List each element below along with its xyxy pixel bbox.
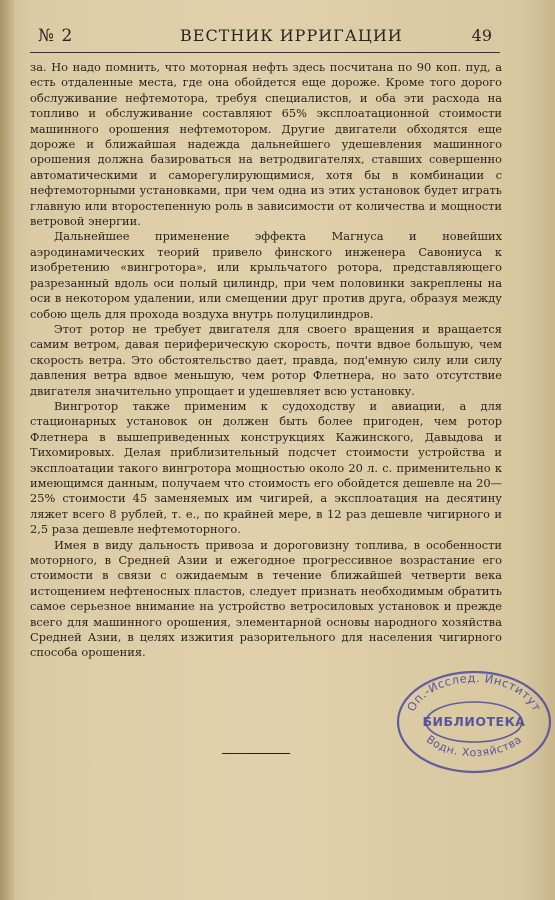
stamp-center-text: БИБЛИОТЕКА bbox=[422, 714, 526, 729]
journal-title: ВЕСТНИК ИРРИГАЦИИ bbox=[180, 26, 403, 45]
stamp-top-text: Оп.-Исслед. Институт bbox=[403, 670, 545, 714]
running-header bbox=[30, 22, 500, 53]
paragraph-4: Вингротор также применим к судоходству и авиации, а для стационарных установок он должен быть более пригоден, чем ротор Флетнера в вышеприведенных конструкциях Кажинского, Давыдова и Тихомировых. Делая приблизительный подсчет стоимости устройства и эксплоатации такого вингротора мощностью около 20 л. с. применительно к имеющимся данным, получаем что стоимость его обойдется дешевле на 20—25% стоимости 45 заменяемых им чигирей, а эксплоатация на десятину ляжет всего 8 рублей, т. е., по крайней мере, в 12 раз дешевле чигирного и 2,5 раза дешевле нефтемоторного. bbox=[30, 398, 502, 537]
page-spine bbox=[0, 0, 14, 900]
paragraph-3: Этот ротор не требует двигателя для своего вращения и вращается самим ветром, давая периферическую скорость, почти вдвое большую, чем скорость ветра. Это обстоятельство дает, правда, под'емную силу или силу давления ветра вдвое меньшую, чем ротор Флетнера, но зато отсутствие двигателя значительно упрощает и удешевляет всю установку. bbox=[30, 321, 502, 398]
paragraph-5: Имея в виду дальность привоза и дороговизну топлива, в особенности моторного, в Средней Азии и ежегодное прогрессивное возрастание его стоимости в связи с ожидаемым в течение ближайшей четверти века истощением нефтеносных пластов, следует признать необходимым обратить самое серьезное внимание на устройство ветросиловых установок и прежде всего для машинного орошения, элементарной основы народного хозяйства Средней Азии, в целях изжития разорительного для населения чигирного способа орошения. bbox=[30, 537, 502, 660]
svg-text:Водн. Хозяйства bbox=[424, 733, 524, 759]
article-body bbox=[30, 60, 502, 661]
library-stamp bbox=[394, 668, 554, 776]
stamp-bottom-text: Водн. Хозяйства bbox=[423, 732, 525, 760]
issue-number: № 2 bbox=[38, 26, 74, 46]
page-number: 49 bbox=[471, 26, 492, 45]
paragraph-1: за. Но надо помнить, что моторная нефть здесь посчитана по 90 коп. пуд, а есть отдаленные места, где она обойдется еще дороже. Кроме того дорого обслуживание нефтемотора, требуя специалистов, и оба эти расхода на топливо и обслуживание составляют 65% эксплоатационной стоимости машинного орошения нефтемотором. Другие двигатели обходятся еще дороже и ближайшая надежда дальнейшего удешевления машинного орошения должна базироваться на ветродвигателях, ставших совершенно автоматическими и саморегулирующимися, хотя бы в комбинации с нефтемоторными установками, при чем одна из этих установок будет играть главную или второстепенную роль в зависимости от количества и мощности ветровой энергии. bbox=[30, 60, 502, 229]
closing-rule bbox=[222, 753, 290, 754]
svg-text:Оп.-Исслед. Институт bbox=[404, 671, 544, 714]
paragraph-2: Дальнейшее применение эффекта Магнуса и новейших аэродинамических теорий привело финского инженера Савониуса к изобретению «вингротора», или крыльчатого ротора, представляющего разрезанный вдоль оси полый цилиндр, при чем половинки закреплены на оси в некотором удалении, или смещении друг против друга, образуя между собою щель для прохода воздуха внутрь полуцилиндров. bbox=[30, 229, 502, 321]
